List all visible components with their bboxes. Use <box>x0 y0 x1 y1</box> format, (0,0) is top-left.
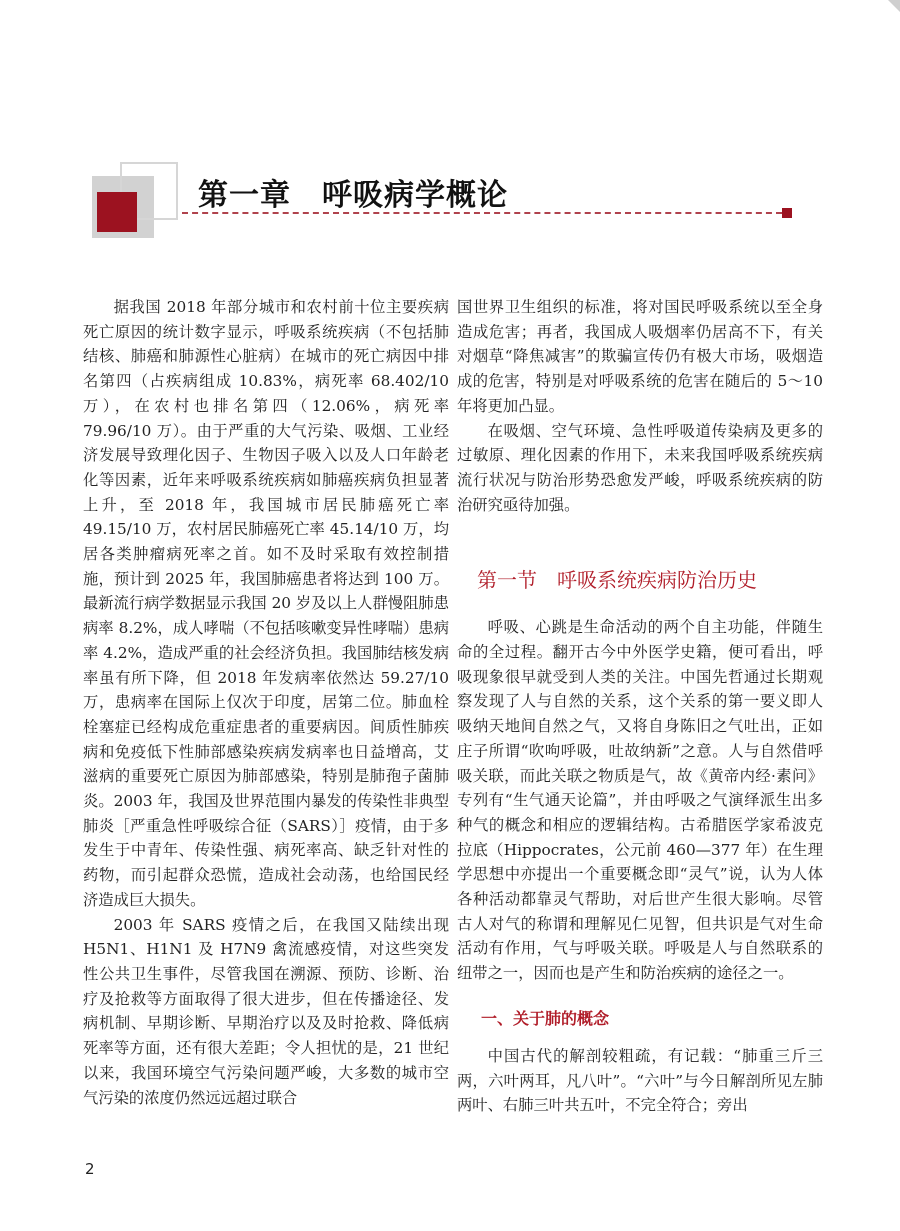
section-title: 第一节 呼吸系统疾病防治历史 <box>477 568 757 593</box>
right-column <box>457 295 823 1118</box>
left-column <box>83 295 449 1110</box>
body-paragraph: 2003 年 SARS 疫情之后，在我国又陆续出现 H5N1、H1N1 及 H7N9 禽流感疫情，对这些突发性公共卫生事件，尽管我国在溯源、预防、诊断、治疗及抢救等方面取得了很大进步，但在传播途径、发病机制、早期诊断、早期治疗以及及时抢救、降低病死率等方面，还有很大差距；令人担忧的是，21 世纪以来，我国环境空气污染问题严峻，大多数的城市空气污染的浓度仍然远远超过联合 <box>83 915 449 1107</box>
body-paragraph: 在吸烟、空气环境、急性呼吸道传染病及更多的过敏原、理化因素的作用下，未来我国呼吸系统疾病流行状况与防治形势恐愈发严峻，呼吸系统疾病的防治研究亟待加强。 <box>457 421 823 514</box>
subsection-title: 一、关于肺的概念 <box>481 1008 610 1028</box>
body-paragraph-continued: 国世界卫生组织的标准，将对国民呼吸系统以至全身造成危害；再者，我国成人吸烟率仍居高不下，有关对烟草“降焦减害”的欺骗宣传仍有极大市场，吸烟造成的危害，特别是对呼吸系统的危害在随后的 5～10 年将更加凸显。 <box>457 298 823 415</box>
body-paragraph: 据我国 2018 年部分城市和农村前十位主要疾病死亡原因的统计数字显示，呼吸系统疾病（不包括肺结核、肺癌和肺源性心脏病）在城市的死亡病因中排名第四（占疾病组成 10.83%，病死率 68.402/10 万），在农村也排名第四（12.06%，病死率 79.96/10 万）。由于严重的大气污染、吸烟、工业经济发展导致理化因子、生物因子吸入以及人口年龄老化等因素，近年来呼吸系统疾病如肺癌疾病负担显著上升，至 2018 年，我国城市居民肺癌死亡率 49.15/10 万，农村居民肺癌死亡率 45.14/10 万，均居各类肿瘤病死率之首。如不及时采取有效控制措施，预计到 2025 年，我国肺癌患者将达到 100 万。最新流行病学数据显示我国 20 岁及以上人群慢阻肺患病率 8.2%，成人哮喘（不包括咳嗽变异性哮喘）患病率 4.2%，造成严重的社会经济负担。我国肺结核发病率虽有所下降，但 2018 年发病率依然达 59.27/10 万，患病率在国际上仅次于印度，居第二位。肺血栓栓塞症已经构成危重症患者的重要病因。间质性肺疾病和免疫低下性肺部感染疾病发病率也日益增高，艾滋病的重要死亡原因为肺部感染，特别是肺孢子菌肺炎。2003 年，我国及世界范围内暴发的传染性非典型肺炎［严重急性呼吸综合征（SARS）］疫情，由于多发生于中青年、传染性强、病死率高、缺乏针对性的药物，而引起群众恐慌，造成社会动荡，也给国民经济造成巨大损失。 <box>83 298 449 909</box>
chapter-rule-end-square <box>782 208 792 218</box>
page-corner-mark <box>888 0 900 12</box>
chapter-title: 第一章 呼吸病学概论 <box>198 178 508 213</box>
subsection-paragraph: 中国古代的解剖较粗疏，有记载：“肺重三斤三两，六叶两耳，凡八叶”。“六叶”与今日解剖所见左肺两叶、右肺三叶共五叶，不完全符合；旁出 <box>457 1046 823 1115</box>
page-number: 2 <box>85 1160 95 1178</box>
chapter-title-dashed-rule <box>182 212 782 214</box>
chapter-decoration-red-square <box>97 192 137 232</box>
section-paragraph: 呼吸、心跳是生命活动的两个自主功能，伴随生命的全过程。翻开古今中外医学史籍，便可看出，呼吸现象很早就受到人类的关注。中国先哲通过长期观察发现了人与自然的关系，这个关系的第一要义即人吸纳天地间自然之气，又将自身陈旧之气吐出，正如庄子所谓“吹呴呼吸，吐故纳新”之意。人与自然借呼吸关联，而此关联之物质是气，故《黄帝内经·素问》专列有“生气通天论篇”，并由呼吸之气演绎派生出多种气的概念和相应的逻辑结构。古希腊医学家希波克拉底（Hippocrates，公元前 460—377 年）在生理学思想中亦提出一个重要概念即“灵气”说，认为人体各种活动都靠灵气帮助，对后世产生很大影响。尽管古人对气的称谓和理解见仁见智，但共识是气对生命活动有作用，气与呼吸关联。呼吸是人与自然联系的纽带之一，因而也是产生和防治疾病的途径之一。 <box>457 618 823 983</box>
